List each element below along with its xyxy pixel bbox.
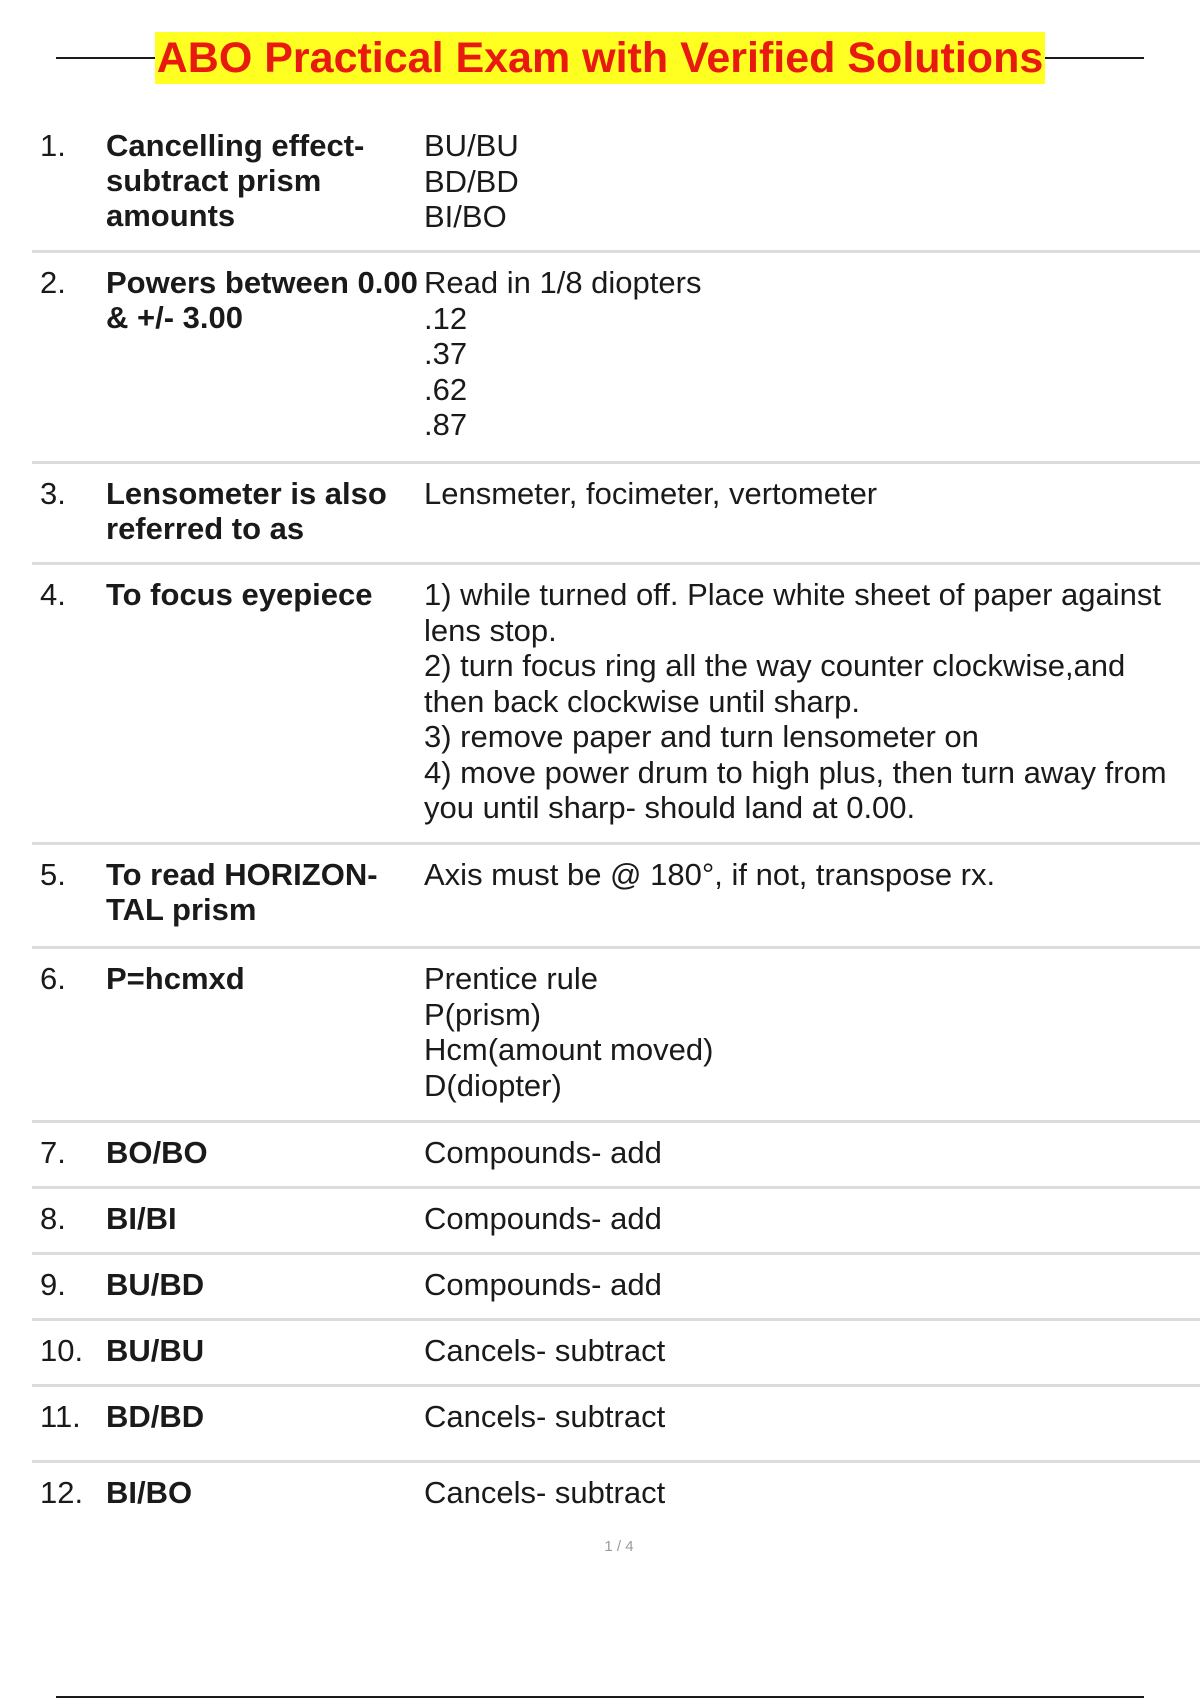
item-number: 11. [40, 1399, 81, 1434]
qa-row [32, 1255, 1200, 1321]
qa-row [32, 1123, 1200, 1189]
item-number: 2. [40, 265, 66, 300]
item-term: Lensometer is also referred to as [106, 476, 387, 546]
item-definition: 1) while turned off. Place white sheet of paper against lens stop. 2) turn focus ring all the way counter clockwise,and then back clockwise until sharp. 3) remove paper and turn lensometer on 4) move power drum to high plus, then turn away from you until sharp- should land at 0.00. [424, 577, 1167, 825]
footer-rule [56, 1696, 1144, 1698]
qa-row [32, 565, 1200, 845]
item-definition: Compounds- add [424, 1135, 662, 1170]
item-number: 6. [40, 961, 66, 996]
item-number: 9. [40, 1267, 66, 1302]
item-number: 12. [40, 1475, 84, 1510]
qa-row [32, 253, 1200, 464]
qa-row [32, 845, 1200, 949]
document-title-bar [56, 30, 1144, 86]
item-definition: Cancels- subtract [424, 1399, 666, 1434]
item-definition: Read in 1/8 diopters .12 .37 .62 .87 [424, 265, 702, 442]
item-number: 7. [40, 1135, 66, 1170]
item-definition: Compounds- add [424, 1201, 662, 1236]
item-term: Powers between 0.00 & +/- 3.00 [106, 265, 418, 335]
item-definition: Cancels- subtract [424, 1333, 666, 1368]
document-title: ABO Practical Exam with Verified Solutions [156, 34, 1044, 82]
item-term: BD/BD [106, 1399, 205, 1434]
item-term: BU/BD [106, 1267, 205, 1302]
item-definition: Prentice rule P(prism) Hcm(amount moved) D(diopter) [424, 961, 714, 1103]
item-term: Cancelling effect- subtract prism amounts [106, 128, 365, 233]
qa-row [32, 949, 1200, 1123]
qa-row [32, 1321, 1200, 1387]
title-rule-right [1045, 57, 1144, 59]
item-term: To focus eyepiece [106, 577, 373, 612]
qa-row [32, 1387, 1200, 1463]
item-number: 1. [40, 128, 66, 163]
qa-row [32, 1189, 1200, 1255]
item-term: To read HORIZON- TAL prism [106, 857, 378, 927]
item-number: 5. [40, 857, 66, 892]
item-term: BI/BI [106, 1201, 177, 1236]
qa-row [32, 116, 1200, 253]
qa-row [32, 464, 1200, 565]
page-indicator: 1 / 4 [604, 1538, 634, 1555]
item-term: P=hcmxd [106, 961, 245, 996]
item-number: 4. [40, 577, 66, 612]
item-term: BU/BU [106, 1333, 205, 1368]
item-number: 10. [40, 1333, 84, 1368]
item-term: BO/BO [106, 1135, 208, 1170]
item-number: 8. [40, 1201, 66, 1236]
qa-list [32, 116, 1200, 1531]
item-definition: Lensmeter, focimeter, vertometer [424, 476, 878, 511]
qa-row [32, 1463, 1200, 1531]
item-definition: Cancels- subtract [424, 1475, 666, 1510]
item-number: 3. [40, 476, 66, 511]
item-definition: Axis must be @ 180°, if not, transpose rx. [424, 857, 996, 892]
item-term: BI/BO [106, 1475, 193, 1510]
item-definition: BU/BU BD/BD BI/BO [424, 128, 519, 234]
item-definition: Compounds- add [424, 1267, 662, 1302]
title-rule-left [56, 57, 155, 59]
